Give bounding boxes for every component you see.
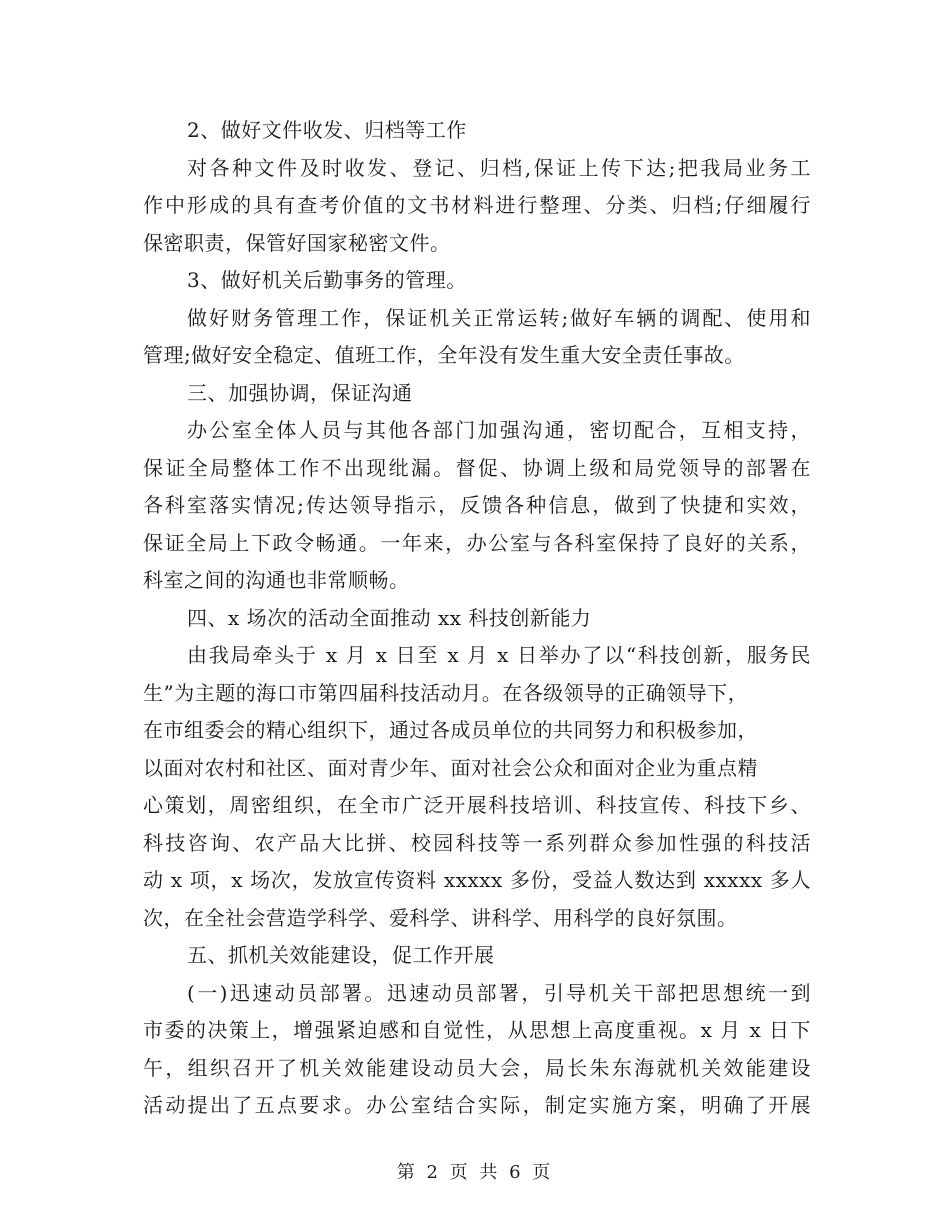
text-line: 以面对农村和社区、面对青少年、面对社会公众和面对企业为重点精 bbox=[143, 755, 758, 780]
text-line: (一)迅速动员部署。迅速动员部署，引导机关干部把思想统一到 bbox=[187, 980, 811, 1005]
page-number-footer: 第 2 页 共 6 页 bbox=[396, 1162, 554, 1183]
text-line: 由我局牵头于 x 月 x 日至 x 月 x 日举办了以“科技创新，服务民 bbox=[187, 643, 811, 667]
text-line: 科技咨询、农产品大比拼、校园科技等一系列群众参加性强的科技活 bbox=[143, 830, 811, 855]
text-line: 保证全局整体工作不出现纰漏。督促、协调上级和局党领导的部署在 bbox=[143, 455, 811, 480]
text-line: 作中形成的具有查考价值的文书材料进行整理、分类、归档;仔细履行 bbox=[143, 193, 811, 217]
text-line: 四、x 场次的活动全面推动 xx 科技创新能力 bbox=[187, 605, 592, 630]
text-line: 对各种文件及时收发、登记、归档,保证上传下达;把我局业务工 bbox=[187, 155, 811, 180]
text-line: 2、做好文件收发、归档等工作 bbox=[187, 118, 467, 142]
text-line: 三、加强协调，保证沟通 bbox=[187, 380, 413, 405]
text-line: 动 x 项，x 场次，发放宣传资料 xxxxx 多份，受益人数达到 xxxxx 多人 bbox=[143, 868, 811, 892]
document-body bbox=[143, 112, 811, 1125]
text-line: 管理;做好安全稳定、值班工作，全年没有发生重大安全责任事故。 bbox=[143, 343, 745, 367]
text-line: 市委的决策上，增强紧迫感和自觉性，从思想上高度重视。x 月 x 日下 bbox=[143, 1018, 811, 1042]
text-line: 科室之间的沟通也非常顺畅。 bbox=[143, 568, 410, 592]
text-line: 办公室全体人员与其他各部门加强沟通，密切配合，互相支持， bbox=[187, 418, 811, 442]
text-line: 保密职责，保管好国家秘密文件。 bbox=[143, 230, 451, 255]
text-line: 五、抓机关效能建设，促工作开展 bbox=[187, 943, 495, 967]
text-line: 活动提出了五点要求。办公室结合实际，制定实施方案，明确了开展 bbox=[143, 1093, 811, 1117]
text-line: 次，在全社会营造学科学、爱科学、讲科学、用科学的良好氛围。 bbox=[143, 905, 738, 930]
text-line: 在市组委会的精心组织下，通过各成员单位的共同努力和积极参加， bbox=[143, 718, 758, 742]
text-line: 各科室落实情况;传达领导指示，反馈各种信息，做到了快捷和实效， bbox=[143, 493, 811, 517]
text-line: 做好财务管理工作，保证机关正常运转;做好车辆的调配、使用和 bbox=[187, 305, 811, 330]
text-line: 心策划，周密组织，在全市广泛开展科技培训、科技宣传、科技下乡、 bbox=[143, 793, 811, 817]
text-line: 3、做好机关后勤事务的管理。 bbox=[187, 268, 467, 292]
text-line: 生”为主题的海口市第四届科技活动月。在各级领导的正确领导下， bbox=[143, 680, 749, 705]
text-line: 午，组织召开了机关效能建设动员大会，局长朱东海就机关效能建设 bbox=[143, 1055, 811, 1080]
text-line: 保证全局上下政令畅通。一年来，办公室与各科室保持了良好的关系， bbox=[143, 530, 811, 555]
